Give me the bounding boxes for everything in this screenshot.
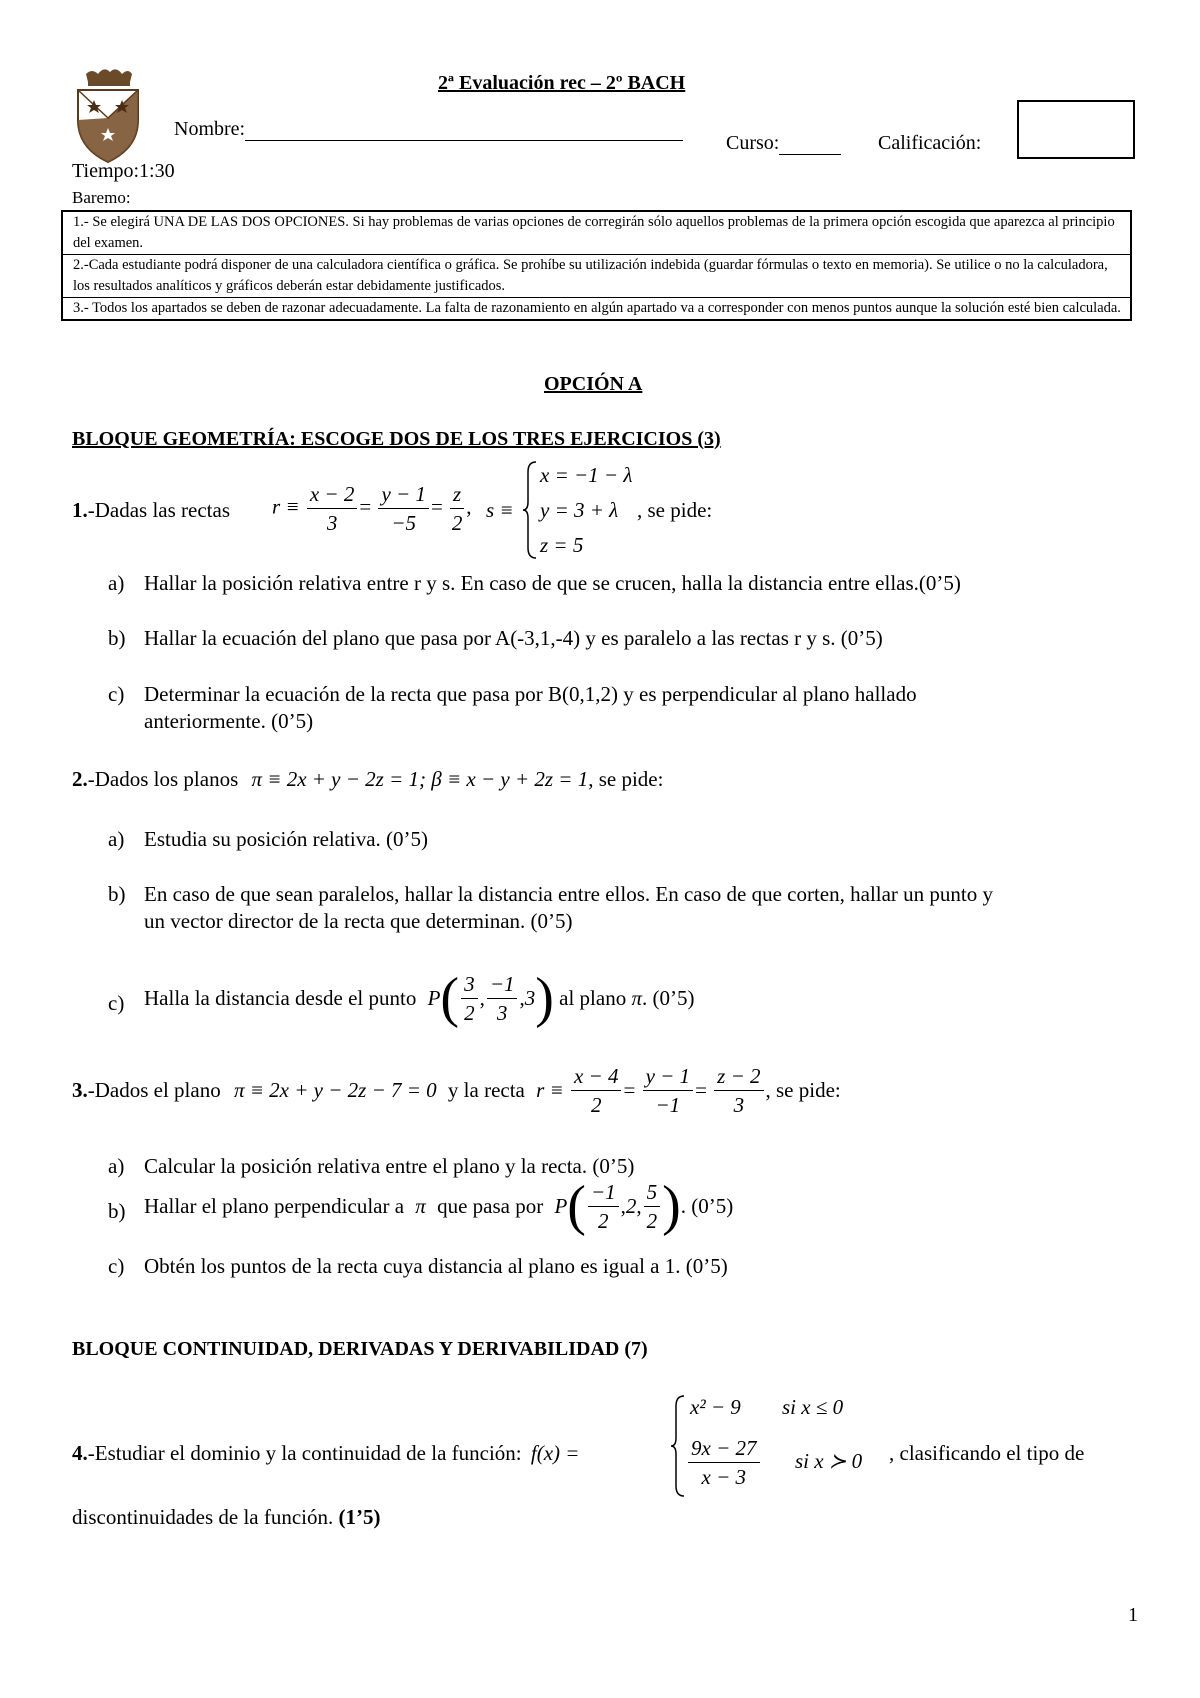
rules-table bbox=[61, 210, 1132, 321]
exercise-1-intro: -Dadas las rectas bbox=[87, 498, 231, 522]
exercise-2-number: 2. bbox=[72, 767, 88, 791]
curso-field[interactable] bbox=[726, 132, 841, 155]
exercise-3-number: 3. bbox=[72, 1078, 88, 1102]
page-number: 1 bbox=[1128, 1604, 1138, 1626]
exercise-2-statement: 2.-Dados los planos π ≡ 2x + y − 2z = 1; β ≡ x − y + 2z = 1, se pide: bbox=[72, 767, 664, 791]
left-brace-icon bbox=[670, 1394, 686, 1498]
function-label: f(x) = bbox=[530, 1441, 580, 1465]
school-crest-logo bbox=[72, 66, 144, 164]
exercise-4-points: (1’5) bbox=[338, 1505, 381, 1529]
line-r-equation: r ≡ $\frac{x - 2}{3}$ = $\frac{y - 1}{-5}$ = $\frac{z}{2}$ , bbox=[272, 482, 472, 535]
exercise-4-statement: 4.-Estudiar el dominio y la continuidad de la función: f(x) = x² − 9 si x ≤ 0 $\frac{9x - 27}{x - 3}$ si x ≻ 0 , clasificando el tipo de bbox=[72, 1394, 1152, 1504]
rule-2: 2.-Cada estudiante podrá disponer de una calculadora científica o gráfica. Se prohíbe su utilización indebida (guardar fórmulas o texto en memoria). Se utilice o no la calculadora, los resultados analíticos y gráficos deberán estar debidamente justificados. bbox=[62, 255, 1131, 298]
exercise-1-tail: , se pide: bbox=[637, 498, 713, 522]
option-title: OPCIÓN A bbox=[544, 373, 643, 395]
exercise-4-continuation: discontinuidades de la función. (1’5) bbox=[72, 1505, 381, 1529]
nombre-label: Nombre: bbox=[174, 118, 246, 140]
nombre-blank[interactable] bbox=[245, 120, 683, 141]
block-geometry-heading: BLOQUE GEOMETRÍA: ESCOGE DOS DE LOS TRES EJERCICIOS (3) bbox=[72, 428, 721, 450]
tiempo-label: Tiempo:1:30 bbox=[72, 160, 175, 182]
line-s-label: s ≡ bbox=[486, 498, 514, 522]
planes-equation: π ≡ 2x + y − 2z = 1; β ≡ x − y + 2z = 1 bbox=[251, 767, 589, 791]
baremo-label: Baremo: bbox=[72, 188, 131, 207]
exercise-3-statement: 3.-Dados el plano π ≡ 2x + y − 2z − 7 = 0 y la recta r ≡ $\frac{x - 4}{2}$ = $\frac{y - 1}{-1}$ = $\frac{z - 2}{3}$ , se pide: bbox=[72, 1064, 841, 1117]
nombre-field[interactable] bbox=[174, 118, 683, 141]
block-continuity-heading: BLOQUE CONTINUIDAD, DERIVADAS Y DERIVABILIDAD (7) bbox=[72, 1338, 648, 1360]
calificacion-box[interactable] bbox=[1017, 100, 1135, 159]
rule-3: 3.- Todos los apartados se deben de razonar adecuadamente. La falta de razonamiento en algún apartado va a corresponder con menos puntos aunque la solución esté bien calculada. bbox=[62, 298, 1131, 321]
calificacion-label: Calificación: bbox=[878, 132, 982, 154]
left-brace-icon bbox=[522, 460, 538, 560]
curso-label: Curso: bbox=[726, 132, 780, 154]
exercise-1-number: 1. bbox=[72, 498, 88, 522]
curso-blank[interactable] bbox=[779, 134, 841, 155]
rule-1: 1.- Se elegirá UNA DE LAS DOS OPCIONES. Si hay problemas de varias opciones de corregirán sólo aquellos problemas de la primera opción escogida que aparezca al principio del examen. bbox=[62, 211, 1131, 255]
plane-equation: π ≡ 2x + y − 2z − 7 = 0 bbox=[233, 1078, 437, 1102]
exam-title: 2ª Evaluación rec – 2º BACH bbox=[438, 72, 686, 94]
exercise-4-number: 4. bbox=[72, 1441, 88, 1465]
